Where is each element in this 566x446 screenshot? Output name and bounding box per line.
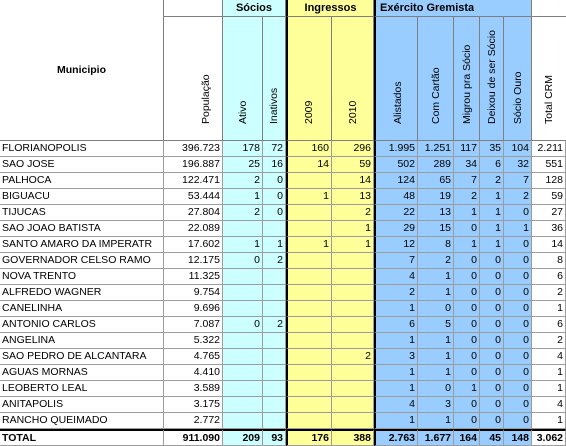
cell-2010[interactable]: 14 xyxy=(332,173,374,189)
cell-migrou[interactable]: 0 xyxy=(454,253,480,269)
column-header-municipio: Municipio xyxy=(0,0,164,141)
cell-migrou[interactable]: 0 xyxy=(454,317,480,333)
cell-inativos[interactable] xyxy=(263,221,286,237)
alistados-label: Alistados xyxy=(392,81,404,124)
cell-socio-ouro[interactable]: 0 xyxy=(504,413,532,429)
total-cell-inativos[interactable]: 93 xyxy=(263,429,286,446)
cell-municipio[interactable]: FLORIANOPOLIS xyxy=(0,141,164,157)
cell-municipio[interactable]: SAO JOAO BATISTA xyxy=(0,221,164,237)
cell-populacao[interactable]: 3.589 xyxy=(164,381,223,397)
cell-migrou[interactable]: 117 xyxy=(454,141,480,157)
cell-migrou[interactable]: 0 xyxy=(454,301,480,317)
cell-alistados[interactable]: 1 xyxy=(374,301,418,317)
cell-total-crm[interactable]: 4 xyxy=(532,349,566,365)
cell-ativo[interactable] xyxy=(223,365,263,381)
cell-populacao[interactable]: 5.322 xyxy=(164,333,223,349)
cell-total-crm[interactable]: 59 xyxy=(532,189,566,205)
cell-2010[interactable] xyxy=(332,333,374,349)
cell-populacao[interactable]: 17.602 xyxy=(164,237,223,253)
cell-total-crm[interactable]: 551 xyxy=(532,157,566,173)
cell-deixou[interactable]: 1 xyxy=(480,237,504,253)
cell-ativo[interactable]: 25 xyxy=(223,157,263,173)
cell-2009[interactable] xyxy=(286,333,332,349)
cell-alistados[interactable]: 124 xyxy=(374,173,418,189)
cell-com-cartao[interactable]: 1 xyxy=(418,269,454,285)
cell-total-crm[interactable]: 14 xyxy=(532,237,566,253)
cell-ativo[interactable]: 1 xyxy=(223,237,263,253)
cell-populacao[interactable]: 9.754 xyxy=(164,285,223,301)
cell-socio-ouro[interactable]: 0 xyxy=(504,285,532,301)
cell-populacao[interactable]: 4.765 xyxy=(164,349,223,365)
cell-total-crm[interactable]: 2.211 xyxy=(532,141,566,157)
cell-deixou[interactable]: 1 xyxy=(480,189,504,205)
cell-municipio[interactable]: ANGELINA xyxy=(0,333,164,349)
cell-2010[interactable]: 1 xyxy=(332,237,374,253)
cell-ativo[interactable] xyxy=(223,381,263,397)
cell-municipio[interactable]: ANITAPOLIS xyxy=(0,397,164,413)
total-cell-ativo[interactable]: 209 xyxy=(223,429,263,446)
cell-alistados[interactable]: 12 xyxy=(374,237,418,253)
cell-inativos[interactable]: 0 xyxy=(263,189,286,205)
group-header-blank-right xyxy=(532,0,566,17)
column-header-alistados xyxy=(374,17,418,141)
cell-populacao[interactable]: 27.804 xyxy=(164,205,223,221)
column-header-total-crm xyxy=(532,17,566,141)
populacao-label: População xyxy=(200,74,212,124)
cell-2009[interactable] xyxy=(286,269,332,285)
total-cell-socio-ouro[interactable]: 148 xyxy=(504,429,532,446)
cell-com-cartao[interactable]: 1 xyxy=(418,285,454,301)
cell-ativo[interactable]: 2 xyxy=(223,173,263,189)
cell-inativos[interactable]: 2 xyxy=(263,317,286,333)
cell-deixou[interactable]: 1 xyxy=(480,221,504,237)
cell-ativo[interactable] xyxy=(223,301,263,317)
cell-inativos[interactable] xyxy=(263,269,286,285)
cell-socio-ouro[interactable]: 2 xyxy=(504,189,532,205)
cell-socio-ouro[interactable]: 0 xyxy=(504,381,532,397)
cell-socio-ouro[interactable]: 32 xyxy=(504,157,532,173)
cell-2010[interactable] xyxy=(332,381,374,397)
com-cartao-label: Com Cartão xyxy=(430,67,442,124)
total-cell-migrou[interactable]: 164 xyxy=(454,429,480,446)
cell-municipio[interactable]: RANCHO QUEIMADO xyxy=(0,413,164,429)
cell-alistados[interactable]: 6 xyxy=(374,317,418,333)
cell-migrou[interactable]: 1 xyxy=(454,381,480,397)
cell-2010[interactable]: 1 xyxy=(332,221,374,237)
cell-deixou[interactable]: 0 xyxy=(480,269,504,285)
cell-inativos[interactable] xyxy=(263,333,286,349)
cell-alistados[interactable]: 48 xyxy=(374,189,418,205)
cell-deixou[interactable]: 0 xyxy=(480,253,504,269)
cell-deixou[interactable]: 0 xyxy=(480,349,504,365)
cell-populacao[interactable]: 12.175 xyxy=(164,253,223,269)
cell-migrou[interactable]: 0 xyxy=(454,349,480,365)
table-row xyxy=(0,141,566,157)
y2009-label: 2009 xyxy=(303,100,315,124)
total-cell-populacao[interactable]: 911.090 xyxy=(164,429,223,446)
table-row xyxy=(0,397,566,413)
cell-com-cartao[interactable]: 3 xyxy=(418,397,454,413)
cell-socio-ouro[interactable]: 0 xyxy=(504,397,532,413)
cell-ativo[interactable] xyxy=(223,221,263,237)
cell-populacao[interactable]: 196.887 xyxy=(164,157,223,173)
cell-populacao[interactable]: 122.471 xyxy=(164,173,223,189)
cell-deixou[interactable]: 0 xyxy=(480,381,504,397)
table-row xyxy=(0,381,566,397)
cell-alistados[interactable]: 1 xyxy=(374,365,418,381)
cell-municipio[interactable]: ANTONIO CARLOS xyxy=(0,317,164,333)
cell-2010[interactable]: 296 xyxy=(332,141,374,157)
cell-socio-ouro[interactable]: 0 xyxy=(504,317,532,333)
table-row xyxy=(0,317,566,333)
total-cell-alistados[interactable]: 2.763 xyxy=(374,429,418,446)
cell-municipio[interactable]: PALHOCA xyxy=(0,173,164,189)
cell-2009[interactable] xyxy=(286,365,332,381)
cell-com-cartao[interactable]: 0 xyxy=(418,381,454,397)
cell-socio-ouro[interactable]: 0 xyxy=(504,205,532,221)
cell-inativos[interactable]: 0 xyxy=(263,205,286,221)
cell-alistados[interactable]: 4 xyxy=(374,397,418,413)
cell-com-cartao[interactable]: 1.251 xyxy=(418,141,454,157)
cell-deixou[interactable]: 6 xyxy=(480,157,504,173)
cell-com-cartao[interactable]: 1 xyxy=(418,365,454,381)
cell-2009[interactable]: 1 xyxy=(286,189,332,205)
cell-populacao[interactable]: 2.772 xyxy=(164,413,223,429)
total-cell-municipio[interactable]: TOTAL xyxy=(0,429,164,446)
column-header-populacao xyxy=(164,17,223,141)
cell-com-cartao[interactable]: 65 xyxy=(418,173,454,189)
cell-socio-ouro[interactable]: 0 xyxy=(504,237,532,253)
cell-socio-ouro[interactable]: 104 xyxy=(504,141,532,157)
column-header-2009 xyxy=(286,17,332,141)
column-header-socio-ouro xyxy=(504,17,532,141)
cell-2009[interactable] xyxy=(286,253,332,269)
cell-municipio[interactable]: GOVERNADOR CELSO RAMO xyxy=(0,253,164,269)
cell-2010[interactable] xyxy=(332,413,374,429)
cell-populacao[interactable]: 9.696 xyxy=(164,301,223,317)
cell-migrou[interactable]: 1 xyxy=(454,205,480,221)
cell-ativo[interactable] xyxy=(223,349,263,365)
cell-inativos[interactable] xyxy=(263,301,286,317)
y2010-label: 2010 xyxy=(347,100,359,124)
cell-2009[interactable] xyxy=(286,205,332,221)
migrou-label: Migrou pra Sócio xyxy=(461,44,473,124)
cell-2009[interactable] xyxy=(286,221,332,237)
table-row xyxy=(0,365,566,381)
cell-municipio[interactable]: CANELINHA xyxy=(0,301,164,317)
cell-total-crm[interactable]: 4 xyxy=(532,397,566,413)
cell-2009[interactable] xyxy=(286,381,332,397)
cell-deixou[interactable]: 0 xyxy=(480,317,504,333)
cell-2009[interactable]: 1 xyxy=(286,237,332,253)
cell-2010[interactable] xyxy=(332,365,374,381)
cell-deixou[interactable]: 0 xyxy=(480,397,504,413)
cell-ativo[interactable] xyxy=(223,285,263,301)
cell-com-cartao[interactable]: 289 xyxy=(418,157,454,173)
cell-migrou[interactable]: 0 xyxy=(454,413,480,429)
cell-2010[interactable] xyxy=(332,285,374,301)
cell-com-cartao[interactable]: 5 xyxy=(418,317,454,333)
cell-deixou[interactable]: 35 xyxy=(480,141,504,157)
cell-2009[interactable] xyxy=(286,285,332,301)
cell-migrou[interactable]: 1 xyxy=(454,237,480,253)
cell-alistados[interactable]: 7 xyxy=(374,253,418,269)
cell-inativos[interactable] xyxy=(263,365,286,381)
cell-deixou[interactable]: 0 xyxy=(480,285,504,301)
cell-ativo[interactable] xyxy=(223,397,263,413)
cell-total-crm[interactable]: 1 xyxy=(532,301,566,317)
table-row xyxy=(0,285,566,301)
cell-2010[interactable]: 13 xyxy=(332,189,374,205)
cell-migrou[interactable]: 34 xyxy=(454,157,480,173)
cell-2009[interactable] xyxy=(286,349,332,365)
total-cell-2010[interactable]: 388 xyxy=(332,429,374,446)
total-cell-2009[interactable]: 176 xyxy=(286,429,332,446)
cell-total-crm[interactable]: 2 xyxy=(532,333,566,349)
cell-migrou[interactable]: 7 xyxy=(454,173,480,189)
table-row xyxy=(0,189,566,205)
cell-inativos[interactable] xyxy=(263,413,286,429)
deixou-label: Deixou de ser Sócio xyxy=(486,30,498,124)
cell-socio-ouro[interactable]: 0 xyxy=(504,365,532,381)
cell-total-crm[interactable]: 2 xyxy=(532,285,566,301)
cell-total-crm[interactable]: 6 xyxy=(532,269,566,285)
cell-deixou[interactable]: 0 xyxy=(480,333,504,349)
cell-2009[interactable] xyxy=(286,397,332,413)
cell-alistados[interactable]: 1 xyxy=(374,413,418,429)
cell-inativos[interactable] xyxy=(263,381,286,397)
cell-migrou[interactable]: 0 xyxy=(454,221,480,237)
cell-inativos[interactable] xyxy=(263,397,286,413)
cell-municipio[interactable]: NOVA TRENTO xyxy=(0,269,164,285)
cell-deixou[interactable]: 1 xyxy=(480,205,504,221)
cell-alistados[interactable]: 4 xyxy=(374,269,418,285)
cell-2009[interactable] xyxy=(286,301,332,317)
cell-2010[interactable]: 2 xyxy=(332,205,374,221)
cell-ativo[interactable]: 0 xyxy=(223,317,263,333)
table-row xyxy=(0,269,566,285)
inativos-label: Inativos xyxy=(268,87,280,124)
group-header-ingressos: Ingressos xyxy=(286,0,374,17)
cell-municipio[interactable]: SAO JOSE xyxy=(0,157,164,173)
cell-deixou[interactable]: 2 xyxy=(480,173,504,189)
cell-ativo[interactable]: 0 xyxy=(223,253,263,269)
socio-ouro-label: Sócio Ouro xyxy=(512,71,524,124)
cell-migrou[interactable]: 2 xyxy=(454,189,480,205)
cell-total-crm[interactable]: 128 xyxy=(532,173,566,189)
cell-2010[interactable] xyxy=(332,317,374,333)
total-row xyxy=(0,429,566,446)
cell-populacao[interactable]: 3.175 xyxy=(164,397,223,413)
cell-alistados[interactable]: 1 xyxy=(374,333,418,349)
cell-deixou[interactable]: 0 xyxy=(480,365,504,381)
cell-municipio[interactable]: LEOBERTO LEAL xyxy=(0,381,164,397)
cell-alistados[interactable]: 1 xyxy=(374,381,418,397)
cell-alistados[interactable]: 3 xyxy=(374,349,418,365)
cell-alistados[interactable]: 1.995 xyxy=(374,141,418,157)
cell-inativos[interactable]: 16 xyxy=(263,157,286,173)
cell-populacao[interactable]: 7.087 xyxy=(164,317,223,333)
cell-2009[interactable] xyxy=(286,173,332,189)
cell-com-cartao[interactable]: 1 xyxy=(418,349,454,365)
cell-2010[interactable]: 2 xyxy=(332,349,374,365)
cell-socio-ouro[interactable]: 0 xyxy=(504,269,532,285)
table-row xyxy=(0,205,566,221)
group-header-exercito: Exército Gremista xyxy=(374,0,532,17)
cell-com-cartao[interactable]: 2 xyxy=(418,253,454,269)
cell-inativos[interactable] xyxy=(263,349,286,365)
table-row xyxy=(0,237,566,253)
cell-deixou[interactable]: 0 xyxy=(480,301,504,317)
cell-total-crm[interactable]: 1 xyxy=(532,365,566,381)
cell-municipio[interactable]: ALFREDO WAGNER xyxy=(0,285,164,301)
cell-ativo[interactable]: 2 xyxy=(223,205,263,221)
column-header-deixou xyxy=(480,17,504,141)
cell-migrou[interactable]: 0 xyxy=(454,285,480,301)
cell-socio-ouro[interactable]: 0 xyxy=(504,253,532,269)
cell-2009[interactable] xyxy=(286,317,332,333)
cell-ativo[interactable]: 1 xyxy=(223,189,263,205)
cell-total-crm[interactable]: 8 xyxy=(532,253,566,269)
table-row xyxy=(0,157,566,173)
cell-alistados[interactable]: 2 xyxy=(374,285,418,301)
cell-inativos[interactable]: 2 xyxy=(263,253,286,269)
cell-municipio[interactable]: SAO PEDRO DE ALCANTARA xyxy=(0,349,164,365)
cell-com-cartao[interactable]: 19 xyxy=(418,189,454,205)
table-row xyxy=(0,173,566,189)
total-crm-label: Total CRM xyxy=(543,74,555,124)
cell-municipio[interactable]: SANTO AMARO DA IMPERATR xyxy=(0,237,164,253)
cell-municipio[interactable]: BIGUACU xyxy=(0,189,164,205)
column-header-migrou xyxy=(454,17,480,141)
cell-com-cartao[interactable]: 1 xyxy=(418,413,454,429)
group-header-socios: Sócios xyxy=(223,0,286,17)
cell-inativos[interactable] xyxy=(263,285,286,301)
cell-2010[interactable] xyxy=(332,269,374,285)
cell-municipio[interactable]: TIJUCAS xyxy=(0,205,164,221)
cell-populacao[interactable]: 11.325 xyxy=(164,269,223,285)
column-header-2010 xyxy=(332,17,374,141)
cell-migrou[interactable]: 0 xyxy=(454,365,480,381)
cell-com-cartao[interactable]: 8 xyxy=(418,237,454,253)
cell-populacao[interactable]: 396.723 xyxy=(164,141,223,157)
table-row xyxy=(0,333,566,349)
table-row xyxy=(0,221,566,237)
total-cell-total-crm[interactable]: 3.062 xyxy=(532,429,566,446)
group-header-blank xyxy=(164,0,223,17)
cell-migrou[interactable]: 0 xyxy=(454,333,480,349)
cell-socio-ouro[interactable]: 0 xyxy=(504,301,532,317)
table-row xyxy=(0,413,566,429)
cell-total-crm[interactable]: 6 xyxy=(532,317,566,333)
cell-ativo[interactable] xyxy=(223,333,263,349)
cell-alistados[interactable]: 502 xyxy=(374,157,418,173)
cell-com-cartao[interactable]: 13 xyxy=(418,205,454,221)
table-row xyxy=(0,253,566,269)
cell-com-cartao[interactable]: 1 xyxy=(418,333,454,349)
cell-2010[interactable] xyxy=(332,397,374,413)
cell-total-crm[interactable]: 27 xyxy=(532,205,566,221)
total-cell-com-cartao[interactable]: 1.677 xyxy=(418,429,454,446)
cell-com-cartao[interactable]: 15 xyxy=(418,221,454,237)
cell-2009[interactable] xyxy=(286,413,332,429)
cell-2009[interactable]: 14 xyxy=(286,157,332,173)
column-header-com-cartao xyxy=(418,17,454,141)
cell-alistados[interactable]: 29 xyxy=(374,221,418,237)
table-row xyxy=(0,349,566,365)
cell-socio-ouro[interactable]: 0 xyxy=(504,349,532,365)
cell-populacao[interactable]: 22.089 xyxy=(164,221,223,237)
cell-inativos[interactable]: 72 xyxy=(263,141,286,157)
cell-2009[interactable]: 160 xyxy=(286,141,332,157)
total-cell-deixou[interactable]: 45 xyxy=(480,429,504,446)
cell-ativo[interactable]: 178 xyxy=(223,141,263,157)
cell-2010[interactable] xyxy=(332,301,374,317)
cell-total-crm[interactable]: 1 xyxy=(532,381,566,397)
cell-municipio[interactable]: AGUAS MORNAS xyxy=(0,365,164,381)
cell-ativo[interactable] xyxy=(223,269,263,285)
cell-deixou[interactable]: 0 xyxy=(480,413,504,429)
cell-alistados[interactable]: 22 xyxy=(374,205,418,221)
cell-inativos[interactable]: 0 xyxy=(263,173,286,189)
cell-populacao[interactable]: 53.444 xyxy=(164,189,223,205)
table-row xyxy=(0,301,566,317)
cell-migrou[interactable]: 0 xyxy=(454,397,480,413)
cell-socio-ouro[interactable]: 1 xyxy=(504,221,532,237)
cell-socio-ouro[interactable]: 7 xyxy=(504,173,532,189)
cell-socio-ouro[interactable]: 0 xyxy=(504,333,532,349)
cell-2010[interactable] xyxy=(332,253,374,269)
cell-total-crm[interactable]: 1 xyxy=(532,413,566,429)
cell-2010[interactable]: 59 xyxy=(332,157,374,173)
column-header-inativos xyxy=(263,17,286,141)
column-header-ativo xyxy=(223,17,263,141)
cell-inativos[interactable]: 1 xyxy=(263,237,286,253)
cell-populacao[interactable]: 4.410 xyxy=(164,365,223,381)
cell-migrou[interactable]: 0 xyxy=(454,269,480,285)
cell-ativo[interactable] xyxy=(223,413,263,429)
cell-com-cartao[interactable]: 0 xyxy=(418,301,454,317)
cell-total-crm[interactable]: 36 xyxy=(532,221,566,237)
ativo-label: Ativo xyxy=(237,100,249,124)
